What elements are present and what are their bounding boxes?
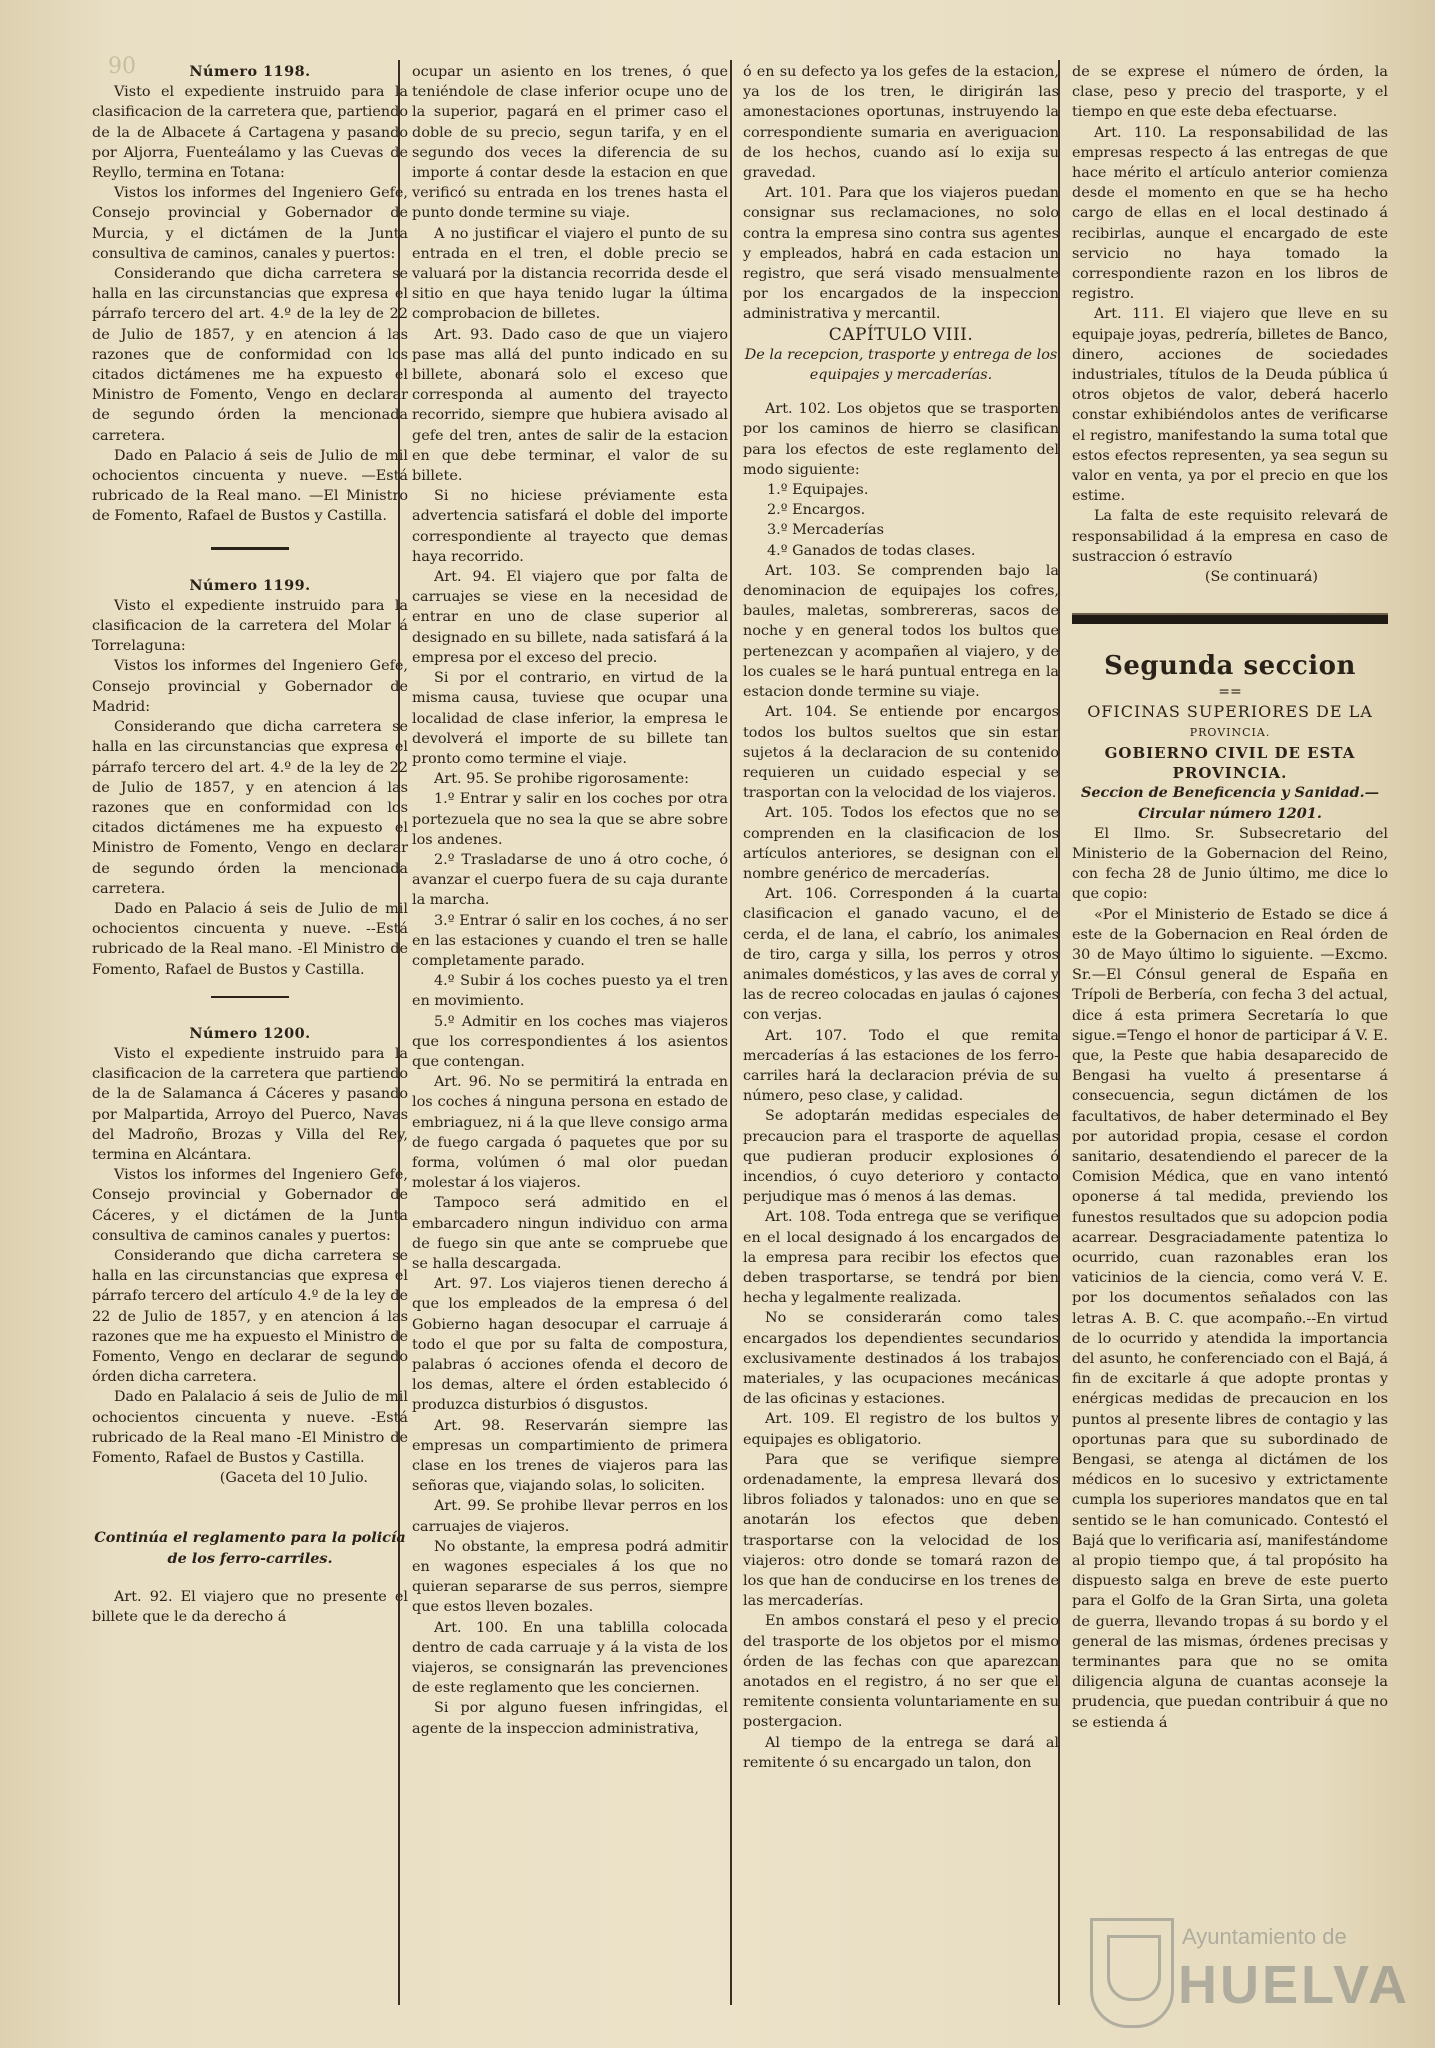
paragraph: Art. 95. Se prohibe rigorosamente: [434,771,689,788]
column-3 [743,62,1059,2022]
paragraph: 4.º Subir á los coches puesto ya el tren en movimiento. [412,973,728,1010]
page-number: 90 [108,54,136,79]
paragraph: No obstante, la empresa podrá admitir en wagones especiales á los que no quieran separarse de sus perros, siempre que estos lleven bozales. [412,1538,728,1616]
decree-title-1198: Número 1198. [189,63,311,80]
paragraph: Vistos los informes del Ingeniero Gefe, Consejo provincial y Gobernador de Murcia, y el dictámen de la Junta consultiva de caminos, canales y puertos: [92,185,408,262]
paragraph: Vistos los informes del Ingeniero Gefe, Consejo provincial y Gobernador de Cáceres, y el dictámen de la Junta consultiva de caminos canales y puertos: [92,1167,408,1244]
paragraph: Art. 101. Para que los viajeros puedan consignar sus reclamaciones, no solo contra la empresa sino contra sus agentes y empleados, habrá en cada estacion un registro, que será visado mensualmente por los encargados de la inspeccion administrativa y mercantil. [743,185,1059,323]
paragraph: Art. 109. El registro de los bultos y equipajes es obligatorio. [743,1411,1059,1448]
paragraph: ocupar un asiento en los trenes, ó que teniéndole de clase inferior ocupe uno de la superior, pagará en el primer caso el doble de su precio, segun tarifa, y en el segundo dos veces la diferencia de su importe á contar desde la estacion en que verificó su entrada en los trenes hasta el punto donde termine su viaje. [412,64,728,222]
paragraph: Art. 99. Se prohibe llevar perros en los carruajes de viajeros. [412,1498,728,1535]
paragraph: 2.º Trasladarse de uno á otro coche, ó avanzar el cuerpo fuera de su caja durante la marcha. [412,851,728,909]
paragraph: Para que se verifique siempre ordenadamente, la empresa llevará dos libros foliados y talonados: uno en que se anotarán los efectos que deben trasportarse con la velocidad de los viajeros: otro donde se tomará razon de los que han de conducirse en los trenes de las mercaderías. [743,1451,1059,1610]
paragraph: Art. 110. La responsabilidad de las empresas respecto á las entregas de que hace mérito el artículo anterior comienza desde el momento en que se ha hecho cargo de ellas en el local destinado á recibirlas, aunque el encargado de este servicio no haya tomado la correspondiente razon en los libros de registro. [1072,124,1388,303]
source-note: (Gaceta del 10 Julio. [219,1470,368,1487]
paragraph: Considerando que dicha carretera se halla en las circunstancias que expresa el párrafo tercero del art. 4.º de la ley de 22 de Julio de 1857, y en atencion á las razones que en conformidad con los citados dictámenes me ha expuesto el Ministro de Fomento, Vengo en declarar de segundo órden la mencionada carretera. [92,719,408,897]
paragraph: Art. 96. No se permitirá la entrada en los coches á ninguna persona en estado de embriaguez, ni á la que lleve consigo arma de fuego cargada ó paquetes que por su forma, volúmen ó mal olor puedan molestar á los viajeros. [412,1074,728,1192]
paragraph: Tampoco será admitido en el embarcadero ningun individuo con arma de fuego sin que ante se compruebe que se halla descargada. [412,1195,728,1272]
paragraph: Visto el expediente instruido para la clasificacion de la carretera del Molar á Torrelaguna: [92,597,408,655]
shield-icon [1090,1918,1174,2028]
paragraph: Dado en Palacio á seis de Julio de mil ochocientos cincuenta y nueve. --Está rubricado de la Real mano. -El Ministro de Fomento, Rafael de Bustos y Castilla. [92,900,408,978]
paragraph: Visto el expediente instruido para la clasificacion de la carretera que partiendo de la de Salamanca á Cáceres y pasando por Malpartida, Arroyo del Puerco, Navas del Madroño, Brozas y Villa del Rey, termina en Alcántara. [92,1045,408,1163]
paragraph: Considerando que dicha carretera se halla en las circunstancias que expresa el párrafo tercero del art. 4.º de la ley de 22 de Julio de 1857, y en atencion á las razones que de conformidad con los citados dictámenes me ha expuesto el Ministro de Fomento, Vengo en declarar de segundo órden la mencionada carretera. [92,266,408,444]
classification-list [743,480,1059,561]
paragraph: Art. 108. Toda entrega que se verifique en el local designado á los encargados de la empresa para recibir los efectos que deben trasportarse, se tendrá por bien hecha y legalmente realizada. [743,1209,1059,1307]
paragraph: El Ilmo. Sr. Subsecretario del Ministerio de la Gobernacion del Reino, con fecha 28 de Junio último, me dice lo que copio: [1072,825,1388,903]
paragraph: En ambos constará el peso y el precio del trasporte de los objetos por el mismo órden de las fechas con que aparezcan anotados en el registro, á no ser que el remitente consienta voluntariamente en su postergacion. [743,1613,1059,1731]
paragraph: Art. 94. El viajero que por falta de carruajes se viese en la necesidad de entrar en uno de clase superior al designado en su billete, nada satisfará á la empresa por el exceso del precio. [412,569,728,666]
column-2 [412,62,728,2022]
paragraph: Si por alguno fuesen infringidas, el agente de la inspeccion administrativa, [412,1700,728,1737]
paragraph: Art. 111. El viajero que lleve en su equipaje joyas, pedrería, billetes de Banco, dinero, acciones de sociedades industriales, títulos de la Deuda pública ú otros objetos de valor, deberá hacerlo constar exhibiéndolos antes de verificarse el registro, manifestando la suma total que estos efectos representen, ya sea segun su valor en venta, ya por el precio en que los estime. [1072,306,1388,505]
paragraph: Art. 93. Dado caso de que un viajero pase mas allá del punto indicado en su billete, abonará solo el exceso que corresponda al aumento del trayecto recorrido, siempre que hubiera avisado al gefe del tren, antes de salir de la estacion en que debe terminar, el valor de su billete. [412,326,728,485]
list-item: 1.º Equipajes. [767,482,869,499]
paragraph: Art. 102. Los objetos que se trasporten por los caminos de hierro se clasifican para los efectos de este reglamento del modo siguiente: [743,401,1059,478]
paragraph: de se exprese el número de órden, la clase, peso y precio del trasporte, y el tiempo en que este deba efectuarse. [1072,64,1388,121]
paragraph: 5.º Admitir en los coches mas viajeros que los correspondientes á los asientos que contengan. [412,1013,728,1070]
list-item: 2.º Encargos. [767,502,866,519]
paragraph: Art. 103. Se comprenden bajo la denominacion de equipajes los cofres, baules, maletas, sombrereras, sacos de noche y en general todos los bultos que pertenezcan y acompañen al viajero, y de los cuales se le hará puntual entrega en la estacion donde termine su viaje. [743,562,1059,701]
list-item: 4.º Ganados de todas clases. [767,542,976,559]
paragraph: A no justificar el viajero el punto de su entrada en el tren, el doble precio se valuará por la distancia recorrida desde el sitio en que haya tenido lugar la última comprobacion de billetes. [412,225,728,323]
paragraph: Art. 92. El viajero que no presente el billete que le da derecho á [92,1588,408,1626]
decree-title-1199: Número 1199. [189,576,311,594]
separator [211,547,289,550]
heading-oficinas: OFICINAS SUPERIORES DE LA [1087,702,1373,722]
paragraph: Vistos los informes del Ingeniero Gefe, Consejo provincial y Gobernador de Madrid: [92,658,408,715]
paragraph: Se adoptarán medidas especiales de precaucion para el trasporte de aquellas que pudieran producir explosiones ó incendios, ó cuyo deterioro y contacto perjudique mas ó menos á las demas. [743,1108,1059,1206]
paragraph: Dado en Palalacio á seis de Julio de mil ochocientos cincuenta y nueve. -Está rubricado de la Real mano -El Ministro de Fomento, Rafael de Bustos y Castilla. [92,1389,408,1466]
section-subtitle: Continúa el reglamento para la policía de los ferro-carriles. [94,1529,406,1567]
paragraph: No se considerarán como tales encargados los dependientes secundarios exclusivamente destinados á los trabajos materiales, y las ocupaciones mecánicas de las oficinas y estaciones. [743,1310,1059,1408]
paragraph: 1.º Entrar y salir en los coches por otra portezuela que no sea la que se abre sobre los andenes. [412,791,728,848]
watermark-line1: Ayuntamiento de [1182,1924,1347,1949]
chapter-title: CAPÍTULO VIII. [828,324,974,345]
paragraph: Art. 105. Todos los efectos que no se comprenden en la clasificacion de los artículos anteriores, se designan con el nombre genérico de mercaderías. [743,805,1059,882]
circular-heading: Seccion de Beneficencia y Sanidad.— Circular número 1201. [1080,784,1380,822]
paragraph: ó en su defecto ya los gefes de la estacion, ya los de los tren, le dirigirán las amonestaciones oportunas, instruyendo la correspondiente sumaria en averiguacion de los hechos, cuando así lo exija su gravedad. [743,64,1059,182]
paragraph: Dado en Palacio á seis de Julio de mil ochocientos cincuenta y nueve. —Está rubricado de la Real mano. —El Ministro de Fomento, Rafael de Bustos y Castilla. [92,447,408,525]
paragraph: Art. 100. En una tablilla colocada dentro de cada carruaje y á la vista de los viajeros, se consignarán las prevenciones de este reglamento que les conciernen. [412,1619,728,1697]
paragraph: Art. 107. Todo el que remita mercaderías á las estaciones de los ferro-carriles hará la declaracion prévia de su número, peso clase, y calidad. [743,1027,1059,1105]
watermark-logo [1090,1918,1410,2028]
column-rule [730,60,732,2005]
paragraph: La falta de este requisito relevará de responsabilidad á la empresa en caso de sustraccion ó estravío [1072,508,1388,565]
paragraph: Art. 106. Corresponden á la cuarta clasificacion el ganado vacuno, el de cerda, el de lana, el cabrío, los animales de tiro, carga y silla, los perros y otros animales domésticos, y las aves de corral y las de recreo colocadas en jaulas ó cajones con verjas. [743,886,1059,1024]
paragraph: Si por el contrario, en virtud de la misma causa, tuviese que ocupar una localidad de clase inferior, la empresa le devolverá el importe de su billete tan pronto como termine el viaje. [412,670,728,767]
column-1 [92,62,408,2022]
continued-note: (Se continuará) [1204,569,1318,586]
decree-title-1200: Número 1200. [189,1024,311,1042]
paragraph: 3.º Entrar ó salir en los coches, á no ser en las estaciones y cuando el tren se halle completamente parado. [412,912,728,969]
watermark-line2: HUELVA [1178,1955,1410,2015]
paragraph: Art. 104. Se entiende por encargos todos los bultos sueltos que sin estar sujetos á la declaracion de su contenido requieren un cuidado especial y se trasportan con la velocidad de los viajeros. [743,704,1059,802]
ornament-dash: == [1218,684,1242,701]
paragraph: Visto el expediente instruido para la clasificacion de la carretera que, partiendo de la de Albacete á Cartagena y pasando por Aljorra, Fuenteálamo y las Cuevas de Reyllo, termina en Totana: [92,84,408,182]
heading-provincia: PROVINCIA. [1189,725,1271,739]
section-divider [1072,613,1388,624]
paragraph: Art. 97. Los viajeros tienen derecho á que los empleados de la empresa ó del Gobierno hagan desocupar el carruaje á todo el que por su falta de compostura, palabras ó acciones ofenda el decoro de los demas, altere el órden establecido ó produzca disturbios ó disgustos. [412,1276,728,1414]
paragraph: Considerando que dicha carretera se halla en las circunstancias que expresa el párrafo tercero del artículo 4.º de la ley de 22 de Julio de 1857, y en atencion á las razones que me ha expuesto el Ministro de Fomento, Vengo en declarar de segundo órden dicha carretera. [92,1247,408,1386]
chapter-subtitle: De la recepcion, trasporte y entrega de los equipajes y mercaderías. [744,346,1058,384]
paragraph: «Por el Ministerio de Estado se dice á este de la Gobernacion en Real órden de 30 de Mayo último lo siguiente. —Excmo. Sr.—El Cónsul general de España en Trípoli de Berbería, con fecha 3 del actual, dice á esta primera Secretaría lo que sigue.=Tengo el honor de participar á V. E. que, la Peste que habia desaparecido de Bengasi ha vuelto á presentarse á consecuencia, segun dictámen de los facultativos, de haber determinado el Bey por autoridad propia, cesase el cordon sanitario, desatendiendo el parecer de la Comision Médica, que en vano intentó oponerse á tal medida, previendo los funestos resultados que su adopcion podia acarrear. Desgraciadamente patentiza lo ocurrido, cuan razonables eran los vaticinios de la ciencia, como verá V. E. por los documentos señalados con las letras A. B. C. que acompaño.--En virtud de lo ocurrido y atendida la importancia del asunto, he conferenciado con el Bajá, á fin de excitarle á que adopte prontas y enérgicas medidas de precaucion en los puntos al presente libres de contagio y las oportunas para que su subordinado de Bengasi, se atenga al dictámen de los médicos en lo sucesivo y extrictamente cumpla los superiores mandatos que en tal sentido se le han comunicado. Contestó el Bajá que lo verificaria así, manifestándome al propio tiempo que, á tal propósito ha dispuesto salga en breve de este puerto para el Golfo de la Gran Sirta, una goleta de guerra, llevando tropas á su bordo y el general de las mismas, órdenes precisas y terminantes para que no se omita diligencia alguna de cuantas aconseje la prudencia, que puedan contribuir á que no se estienda á [1072,906,1388,1731]
heading-gobierno: GOBIERNO CIVIL DE ESTA PROVINCIA. [1104,743,1356,783]
paragraph: Art. 98. Reservarán siempre las empresas un compartimiento de primera clase en los trenes de viajeros para las señoras que, viajando solas, lo soliciten. [412,1417,728,1495]
section-title: Segunda seccion [1104,651,1356,682]
paragraph: Si no hiciese préviamente esta advertencia satisfará el doble del importe correspondiente al trayecto que demas haya recorrido. [412,488,728,565]
column-4 [1072,62,1388,2022]
separator [211,996,289,998]
list-item: 3.º Mercaderías [767,522,885,539]
paragraph: Al tiempo de la entrega se dará al remitente ó su encargado un talon, don [743,1734,1059,1771]
